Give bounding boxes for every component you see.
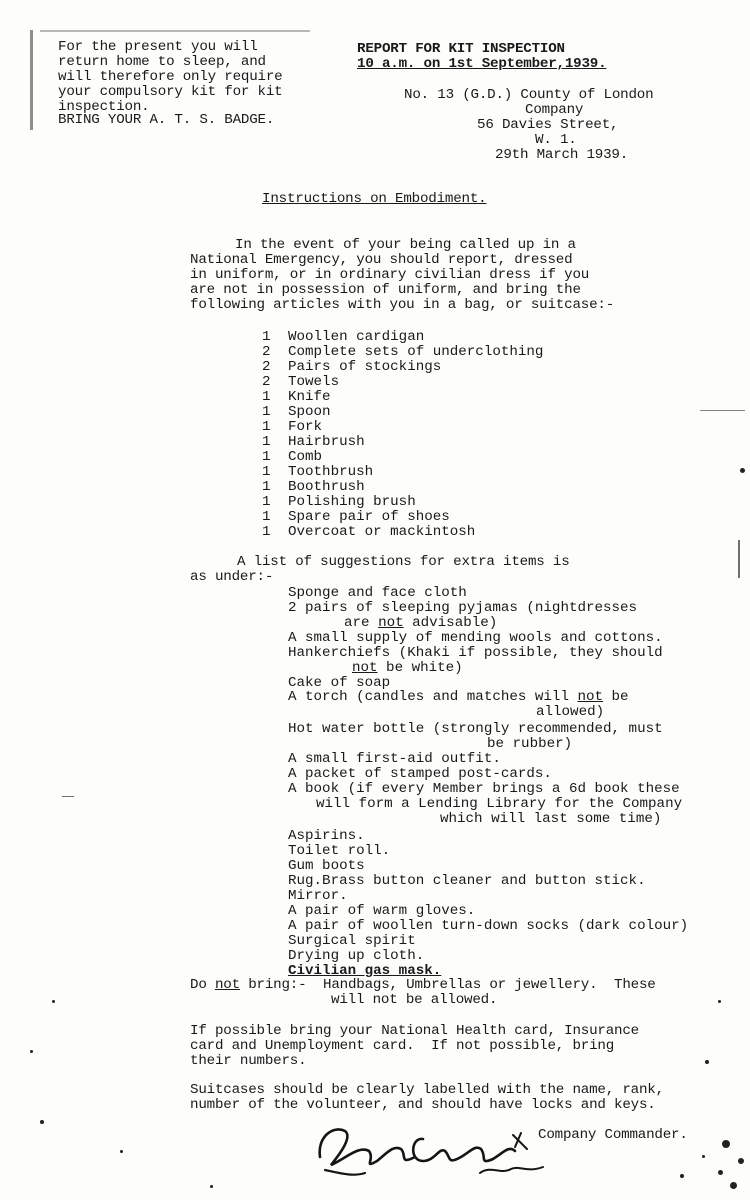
suggestion-item: Civilian gas mask. xyxy=(288,963,442,979)
kit-qty: 2 xyxy=(262,374,271,390)
suggestion-text: be white) xyxy=(377,660,463,676)
suggestion-item: Cake of soap xyxy=(288,675,391,691)
intro-line: In the event of your being called up in a xyxy=(235,237,576,253)
address-line: Company xyxy=(525,102,584,118)
suggestion-item: Aspirins. xyxy=(288,828,365,844)
suggestion-item: Toilet roll. xyxy=(288,843,391,859)
address-line: 56 Davies Street, xyxy=(477,117,619,133)
kit-item: Complete sets of underclothing xyxy=(288,344,544,360)
kit-qty: 1 xyxy=(262,389,271,405)
kit-item: Pairs of stockings xyxy=(288,359,442,375)
document-date: 29th March 1939. xyxy=(495,147,629,163)
suggestion-item xyxy=(288,690,629,705)
kit-qty: 1 xyxy=(262,524,271,540)
scan-speck xyxy=(120,1150,123,1153)
suggestion-item: will form a Lending Library for the Company xyxy=(316,796,683,812)
do-not-bring xyxy=(190,978,656,993)
suggestion-item: A pair of warm gloves. xyxy=(288,903,476,919)
suggestion-item: Hankerchiefs (Khaki if possible, they should xyxy=(288,645,663,661)
notice-line: For the present you will xyxy=(58,39,258,55)
suggestion-item: A packet of stamped post-cards. xyxy=(288,766,552,782)
notice-line: will therefore only require xyxy=(58,69,283,85)
suggestion-item xyxy=(344,616,497,631)
notice-line: your compulsory kit for kit xyxy=(58,84,283,100)
report-title: REPORT FOR KIT INSPECTION xyxy=(357,41,565,57)
emphasis-not: not xyxy=(214,977,240,993)
health-line: If possible bring your National Health card, Insurance xyxy=(190,1023,639,1039)
kit-item: Fork xyxy=(288,419,323,435)
kit-qty: 1 xyxy=(262,494,271,510)
kit-item: Boothrush xyxy=(288,479,365,495)
scan-speck xyxy=(702,1155,705,1158)
suggestion-text: be xyxy=(603,689,629,705)
kit-qty: 1 xyxy=(262,479,271,495)
scan-speck xyxy=(718,1170,723,1175)
suitcase-line: number of the volunteer, and should have locks and keys. xyxy=(190,1097,656,1113)
suggestion-text: A torch (candles and matches will xyxy=(288,689,578,705)
scan-speck xyxy=(738,1158,744,1164)
kit-item: Spare pair of shoes xyxy=(288,509,450,525)
donot-text: bring:- Handbags, Umbrellas or jewellery. These xyxy=(239,977,656,993)
kit-item: Knife xyxy=(288,389,331,405)
suggestion-item: A book (if every Member brings a 6d book these xyxy=(288,781,680,797)
kit-qty: 2 xyxy=(262,344,271,360)
emphasis-not: not xyxy=(378,615,404,631)
notice-line: inspection. xyxy=(58,99,150,115)
kit-qty: 2 xyxy=(262,359,271,375)
donot-text: Do xyxy=(190,977,215,993)
suggestion-item: A small first-aid outfit. xyxy=(288,751,501,767)
intro-line: are not in possession of uniform, and bring the xyxy=(190,282,581,298)
kit-item: Polishing brush xyxy=(288,494,416,510)
kit-qty: 1 xyxy=(262,434,271,450)
suggestion-item: Mirror. xyxy=(288,888,348,904)
suggestion-item: Drying up cloth. xyxy=(288,948,425,964)
kit-item: Toothbrush xyxy=(288,464,374,480)
notice-line: return home to sleep, and xyxy=(58,54,266,70)
kit-item: Towels xyxy=(288,374,340,390)
signature-scribble xyxy=(305,1115,550,1185)
scan-speck xyxy=(705,1060,709,1064)
intro-line: National Emergency, you should report, dressed xyxy=(190,252,573,268)
scan-speck xyxy=(718,1000,721,1003)
scan-speck xyxy=(40,1120,44,1124)
kit-qty: 1 xyxy=(262,419,271,435)
scan-speck xyxy=(52,1000,55,1003)
suggestion-text: are xyxy=(344,615,379,631)
address-line: No. 13 (G.D.) County of London xyxy=(404,87,654,103)
scan-speck xyxy=(30,1050,33,1053)
suggestion-item: which will last some time) xyxy=(440,811,662,827)
suggestion-item: be rubber) xyxy=(487,736,573,752)
kit-qty: 1 xyxy=(262,509,271,525)
page-title: Instructions on Embodiment. xyxy=(262,191,487,207)
emphasis-not: not xyxy=(577,689,604,705)
suggestion-item: Surgical spirit xyxy=(288,933,416,949)
kit-qty: 1 xyxy=(262,449,271,465)
scan-speck xyxy=(740,468,745,473)
kit-qty: 1 xyxy=(262,329,271,345)
suggestion-item: 2 pairs of sleeping pyjamas (nightdresses xyxy=(288,600,638,616)
kit-qty: 1 xyxy=(262,404,271,420)
kit-qty: 1 xyxy=(262,464,271,480)
signatory-title: Company Commander. xyxy=(538,1127,688,1143)
badge-instruction: BRING YOUR A. T. S. BADGE. xyxy=(58,112,275,128)
suggestion-item: allowed) xyxy=(536,704,605,720)
kit-item: Comb xyxy=(288,449,323,465)
suggestion-text: advisable) xyxy=(403,615,498,631)
scan-edge-mark xyxy=(30,30,33,130)
suggestion-item: A small supply of mending wools and cottons. xyxy=(288,630,663,646)
kit-item: Woollen cardigan xyxy=(288,329,425,345)
suggestion-item: Hot water bottle (strongly recommended, must xyxy=(288,721,663,737)
intro-line: in uniform, or in ordinary civilian dress if you xyxy=(190,267,590,283)
address-line: W. 1. xyxy=(535,132,577,148)
scan-edge-mark xyxy=(738,540,740,578)
scan-speck xyxy=(722,1140,730,1148)
intro-line: following articles with you in a bag, or suitcase:- xyxy=(190,297,615,313)
do-not-bring: will not be allowed. xyxy=(331,992,498,1008)
scan-speck xyxy=(680,1174,684,1178)
scan-edge-mark xyxy=(700,410,745,411)
health-line: card and Unemployment card. If not possible, bring xyxy=(190,1038,615,1054)
suggestion-item: Gum boots xyxy=(288,858,365,874)
suggestions-intro: A list of suggestions for extra items is xyxy=(237,554,570,570)
emphasis-not: not xyxy=(352,660,378,676)
kit-item: Overcoat or mackintosh xyxy=(288,524,476,540)
suitcase-line: Suitcases should be clearly labelled with the name, rank, xyxy=(190,1082,664,1098)
scan-speck xyxy=(730,1182,737,1189)
suggestion-item xyxy=(352,661,463,676)
report-date: 10 a.m. on 1st September,1939. xyxy=(357,56,607,72)
suggestion-item: A pair of woollen turn-down socks (dark colour) xyxy=(288,918,689,934)
kit-item: Spoon xyxy=(288,404,331,420)
scan-edge-mark xyxy=(40,30,310,32)
scan-edge-mark xyxy=(62,796,74,797)
suggestion-item: Sponge and face cloth xyxy=(288,585,467,601)
suggestions-intro: as under:- xyxy=(190,569,274,585)
scan-speck xyxy=(210,1185,213,1188)
health-line: their numbers. xyxy=(190,1053,307,1069)
kit-item: Hairbrush xyxy=(288,434,365,450)
suggestion-item: Rug.Brass button cleaner and button stick. xyxy=(288,873,646,889)
